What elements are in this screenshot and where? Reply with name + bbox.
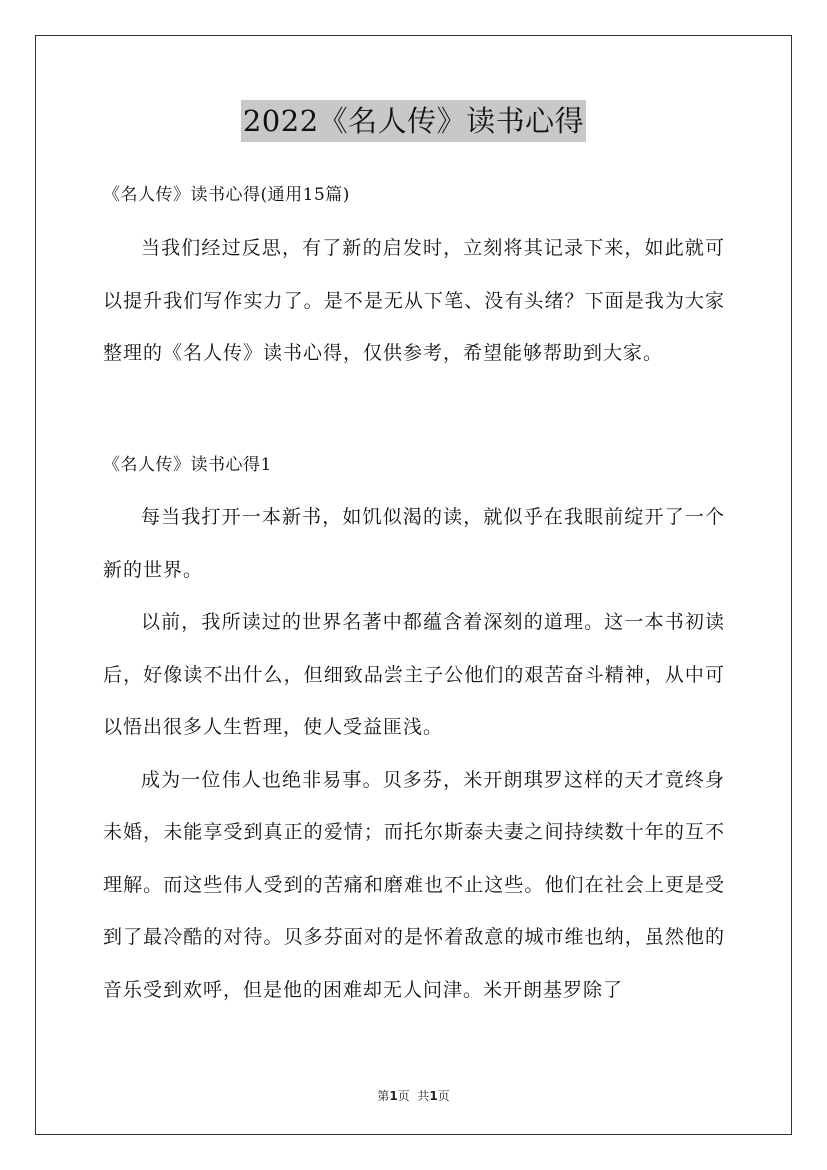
page-footer	[0, 1087, 827, 1104]
body-paragraph: 以前，我所读过的世界名著中都蕴含着深刻的道理。这一本书初读后，好像读不出什么，但细致品尝主子公他们的艰苦奋斗精神，从中可以悟出很多人生哲理，使人受益匪浅。	[103, 611, 725, 738]
footer-mid: 页 共	[397, 1089, 430, 1103]
document-title: 2022《名人传》读书心得	[241, 100, 586, 142]
section-heading: 《名人传》读书心得1	[103, 455, 272, 475]
footer-suffix: 页	[437, 1089, 450, 1103]
section-body	[103, 491, 725, 1016]
document-subtitle: 《名人传》读书心得(通用15篇)	[103, 185, 350, 205]
body-paragraph: 成为一位伟人也绝非易事。贝多芬，米开朗琪罗这样的天才竟终身未婚，未能享受到真正的爱情；而托尔斯泰夫妻之间持续数十年的互不理解。而这些伟人受到的苦痛和磨难也不止这些。他们在社会上更是受到了最冷酷的对待。贝多芬面对的是怀着敌意的城市维也纳，虽然他的音乐受到欢呼，但是他的困难却无人问津。米开朗基罗除了	[103, 768, 725, 1001]
body-paragraph: 每当我打开一本新书，如饥似渴的读，就似乎在我眼前绽开了一个新的世界。	[103, 506, 725, 581]
footer-page-number: 1	[389, 1089, 398, 1103]
title-container	[0, 100, 827, 142]
footer-prefix: 第	[377, 1089, 390, 1103]
footer-total-pages: 1	[429, 1089, 438, 1103]
intro-paragraph: 当我们经过反思，有了新的启发时，立刻将其记录下来，如此就可以提升我们写作实力了。是不是无从下笔、没有头绪？下面是我为大家整理的《名人传》读书心得，仅供参考，希望能够帮助到大家。	[103, 237, 725, 364]
